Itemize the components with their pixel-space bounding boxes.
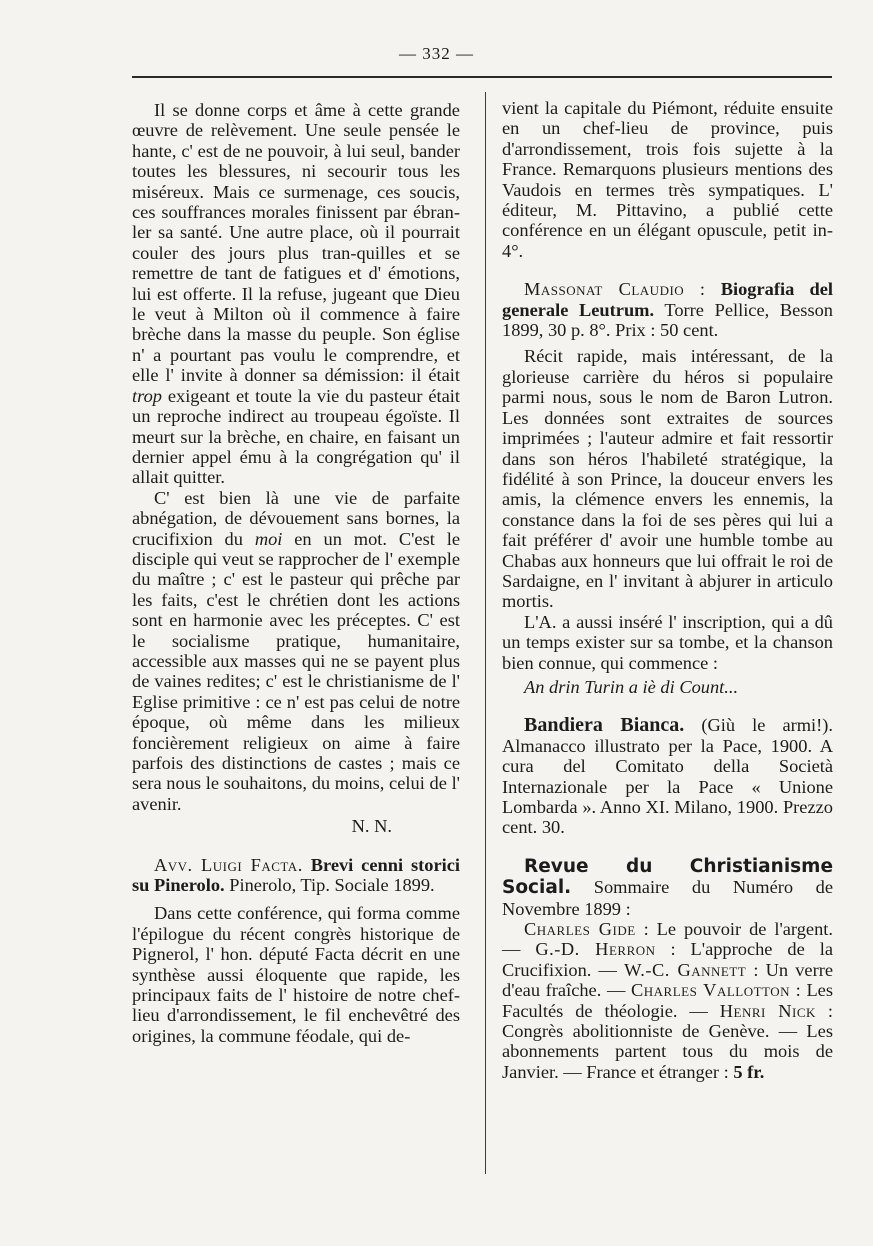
contributor-name: Henri Nick: [719, 1000, 816, 1021]
article-title: : Les Facultés de théologie. —: [502, 980, 833, 1021]
right-column: [502, 98, 833, 1082]
italic-word-trop: trop: [132, 385, 162, 406]
paragraph-text: en un mot. C'est le disciple qui veut se rapprocher de l' exemple du maître ; c' est le pasteur qui prêche par les faits, c'est le chrétien dont les actions sont en harmonie avec les préceptes. C' est le socialisme pratique, humanitaire, accessible aux masses qui ne se payent plus de vaines redites; c' est le christianisme de l' Eglise primitive : ce n' est pas celui de notre époque, où même dans les milieux foncièrement religieux on aime à faire parfois des distinctions de castes ; mais ce sera nous le souhaitons, du moins, celui de l' avenir.: [132, 528, 460, 814]
line: brèche dans la masse du peuple. Son: [132, 324, 411, 345]
line: quilles et se remettre de tant de: [132, 242, 460, 284]
review-massonat-heading: [502, 279, 833, 340]
review-details: (Giù le armi!). Almanacco illustrato per la Pace, 1900. A cura del Comitato della Società Internazionale per la Pace « Unione Lombarda ». Anno XI. Milano, 1900. Prezzo cent. 30.: [502, 715, 833, 838]
line: grande œuvre de relèvement. Une: [132, 100, 460, 141]
line: Il la refuse, jugeant que Dieu le: [132, 283, 460, 325]
review-massonat-body: Récit rapide, mais intéressant, de la glorieuse carrière du héros si populaire parmi nous, sous le nom de Baron Lutron. Les données sont extraites de sources imprimées ; l'auteur admire et fait ressortir dans son héros l'habileté stratégique, la fidélité à son Prince, la douceur envers les amis, la clémence envers les ennemis, la constance dans la foi de ses pères qui lui a fait préférer d' avoir une humble tombe au Chabas aux honneurs que lui offrait le roi de Sardaigne, en l' invitant à abjurer in articulo mortis.: [502, 346, 833, 612]
line: souffrances morales finissent par ébran-: [161, 202, 460, 223]
review-author: Avv. Luigi Facta.: [154, 854, 303, 875]
header-rule: [132, 76, 832, 78]
column-divider: [485, 92, 486, 1174]
line: Il meurt sur la brèche, en chaire, en: [132, 406, 460, 447]
article-title: : Le pouvoir de l'argent. —: [502, 919, 833, 960]
review-publication: Torre Pellice, Besson 1899, 30 p. 8°. Prix : 50 cent.: [502, 299, 833, 341]
subscription-price: 5 fr.: [733, 1061, 765, 1082]
line: sa démission: il était: [302, 365, 460, 386]
line: veut à Milton où il commence à faire: [154, 304, 460, 325]
italic-word-moi: moi: [254, 528, 283, 549]
contributor-name: Charles Gide: [524, 919, 636, 940]
line: exigeant: [161, 385, 231, 406]
review-facta-heading: [132, 855, 460, 896]
song-quote: An drin Turin a iè di Count...: [524, 676, 739, 697]
review-title: Brevi cenni storici su Pinerolo.: [132, 854, 460, 896]
left-column: [132, 100, 460, 1046]
review-intro: Sommaire du Numéro de Novembre 1899 :: [502, 877, 833, 919]
review-bandiera: [502, 715, 833, 837]
review-massonat-body-2: L'A. a aussi inséré l' inscription, qui a dû un temps exister sur sa tombe, et la chanson bien connue, qui commence :: [502, 611, 833, 673]
review-facta-continued: vient la capitale du Piémont, réduite ensuite en un chef-lieu de province, puis d'arrondissement, trois fois sujette à la France. Remarquons plusieurs mentions des Vaudois en termes très sympatiques. L' éditeur, M. Pittavino, a publié cette conférence en un élégant opuscule, petit in-4°.: [502, 98, 833, 261]
line: blessures, ni secourir tous les miséreux.: [132, 161, 460, 202]
line: fatigues et d' émotions, lui est offerte.: [132, 263, 460, 304]
contributor-name: Charles Vallotton: [631, 980, 791, 1001]
contributor-name: W.-C. Gannett: [624, 959, 747, 980]
article-title: : L'approche de la Crucifixion. —: [502, 939, 833, 980]
line: comprendre, et elle l' invite à donner: [132, 344, 460, 386]
line: pouvoir, à lui seul, bander toutes les: [132, 140, 461, 182]
line: et toute la vie du pasteur était un: [132, 385, 460, 427]
page-number: — 332 —: [399, 44, 474, 63]
biography-paragraph-2: [132, 488, 460, 815]
line: ler sa santé. Une autre place, où il: [132, 222, 396, 243]
review-title: Biografia del generale Leutrum.: [502, 279, 833, 320]
line: seule pensée le hante, c' est de ne: [132, 120, 460, 161]
line: reproche indirect au troupeau égoïste.: [156, 406, 443, 427]
line: pourrait couler des jours plus tran-: [132, 222, 460, 263]
line: église n' a pourtant pas voulu le: [132, 324, 460, 365]
review-facta-body: Dans cette conférence, qui forma comme l'épilogue du récent congrès historique de Pignerol, l' hon. député Facta décrit en une synthèse aussi éloquente que rapide, les principaux faits de l' histoire de notre chef-lieu d'arrondissement, le fil enchevêtré des origines, la commune féodale, qui de-: [132, 903, 460, 1046]
review-christianisme-contents: [502, 919, 833, 1082]
review-title: Bandiera Bianca.: [524, 714, 685, 737]
article-title: : Congrès abolitionniste de Genève. — Les abonnements partent tous du mois de Janvier. — France et étranger :: [502, 1000, 833, 1082]
signature: N. N.: [351, 816, 392, 837]
biography-paragraph-1: [132, 100, 460, 488]
article-title: : Un verre d'eau fraîche. —: [502, 959, 833, 1001]
review-author: Massonat Claudio :: [524, 279, 706, 300]
review-christianisme: [502, 856, 833, 919]
review-publication: Pinerolo, Tip. Sociale 1899.: [224, 875, 435, 896]
line: faisant un dernier appel ému à la: [132, 426, 460, 467]
line: Mais ce surmenage, ces soucis, ces: [132, 181, 460, 223]
paragraph-text: C' est bien là une vie de parfaite abnégation, de dévouement sans bornes, la crucifixion du: [132, 487, 460, 549]
contributor-name: G.-D. Herron: [535, 939, 656, 960]
line: Il se donne corps et âme à cette: [154, 100, 403, 120]
line: congrégation qu' il allait quitter.: [132, 446, 461, 488]
review-title: Revue du Christianisme Social.: [502, 855, 833, 899]
